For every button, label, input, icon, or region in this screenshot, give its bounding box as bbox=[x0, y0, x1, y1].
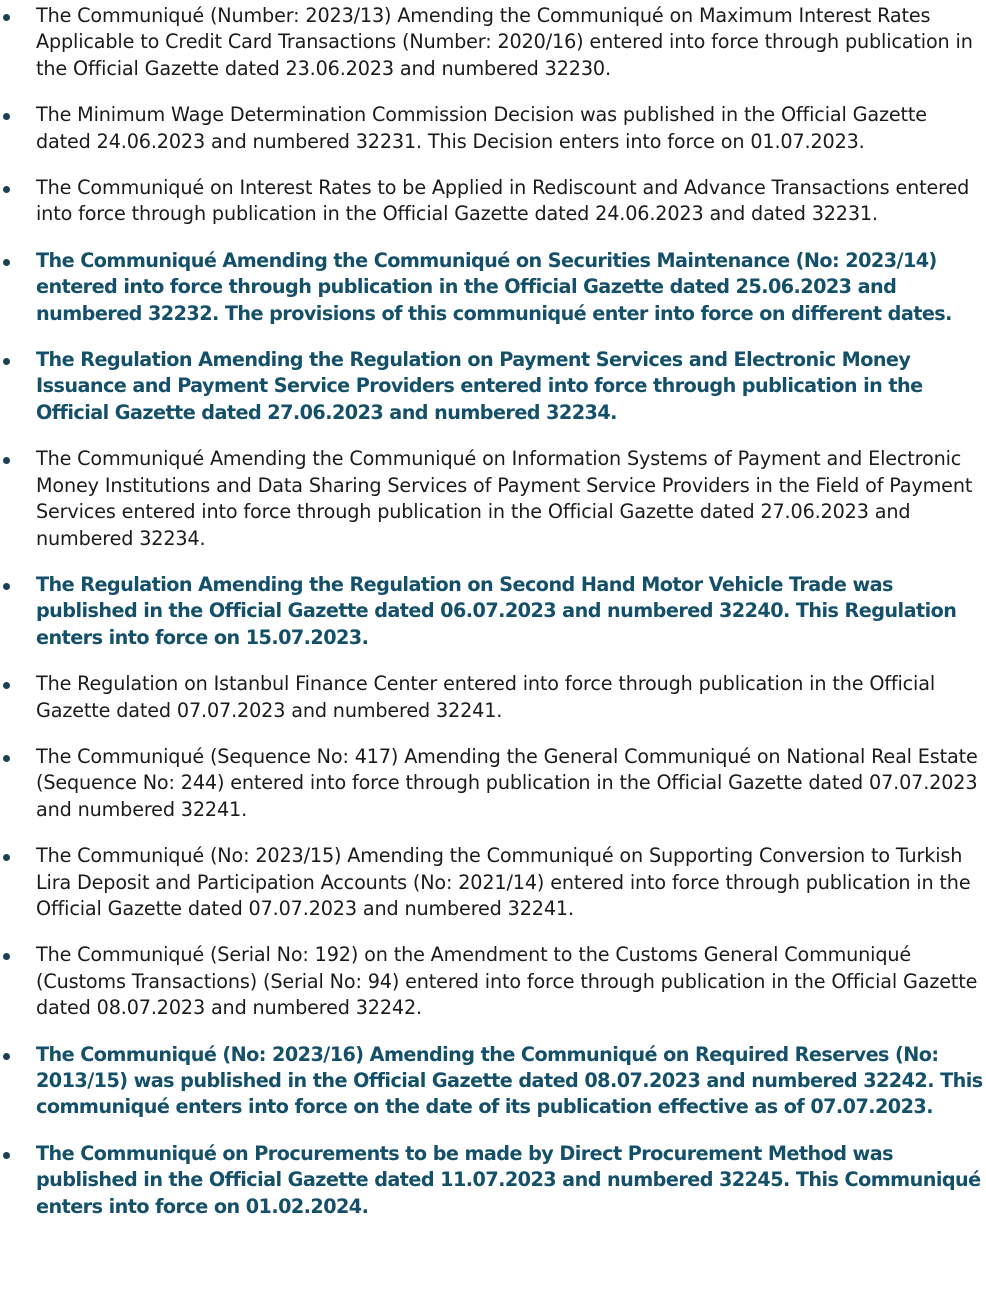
list-item bbox=[0, 248, 986, 327]
bullet-icon bbox=[3, 755, 10, 762]
bullet-icon bbox=[3, 1053, 10, 1060]
list-item-text: The Communiqué (No: 2023/15) Amending the Communiqué on Supporting Conversion to Turkish Lira Deposit and Participation Accounts (No: 2021/14) entered into force through publication in the Official Gazette dated 07.07.2023 and numbered 32241. bbox=[36, 844, 971, 920]
list-item-text: The Communiqué (Number: 2023/13) Amending the Communiqué on Maximum Interest Rates Applicable to Credit Card Transactions (Number: 2020/16) entered into force through publication in the Official Gazette dated 23.06.2023 and numbered 32230. bbox=[36, 4, 973, 80]
bullet-icon bbox=[3, 1152, 10, 1159]
list-item bbox=[0, 843, 986, 922]
bullet-icon bbox=[3, 682, 10, 689]
list-item bbox=[0, 671, 986, 724]
list-item bbox=[0, 1042, 986, 1121]
bullet-icon bbox=[3, 186, 10, 193]
list-item bbox=[0, 446, 986, 552]
list-item-text: The Communiqué (No: 2023/16) Amending the Communiqué on Required Reserves (No: 2013/15) was published in the Official Gazette dated 08.07.2023 and numbered 32242. This communiqué enters into force on the date of its publication effective as of 07.07.2023. bbox=[36, 1042, 983, 1119]
bullet-icon bbox=[3, 358, 10, 365]
list-item-text: The Minimum Wage Determination Commission Decision was published in the Official Gazette dated 24.06.2023 and numbered 32231. This Decision enters into force on 01.07.2023. bbox=[36, 103, 927, 153]
bullet-icon bbox=[3, 854, 10, 861]
list-item-text: The Regulation Amending the Regulation on Second Hand Motor Vehicle Trade was published in the Official Gazette dated 06.07.2023 and numbered 32240. This Regulation enters into force on 15.07.2023. bbox=[36, 572, 957, 649]
list-item bbox=[0, 3, 986, 82]
list-item-text: The Communiqué Amending the Communiqué on Securities Maintenance (No: 2023/14) entered into force through publication in the Official Gazette dated 25.06.2023 and numbered 32232. The provisions of this communiqué enter into force on different dates. bbox=[36, 248, 952, 325]
list-item bbox=[0, 942, 986, 1021]
list-item bbox=[0, 102, 986, 155]
list-item bbox=[0, 175, 986, 228]
bullet-icon bbox=[3, 583, 10, 590]
bullet-icon bbox=[3, 953, 10, 960]
list-item bbox=[0, 1141, 986, 1220]
list-item bbox=[0, 572, 986, 651]
list-item-text: The Communiqué on Interest Rates to be Applied in Rediscount and Advance Transactions entered into force through publication in the Official Gazette dated 24.06.2023 and dated 32231. bbox=[36, 176, 970, 226]
list-item-text: The Communiqué (Serial No: 192) on the Amendment to the Customs General Communiqué (Customs Transactions) (Serial No: 94) entered into force through publication in the Official Gazette dated 08.07.2023 and numbered 32242. bbox=[36, 943, 978, 1020]
list-item-text: The Communiqué (Sequence No: 417) Amending the General Communiqué on National Real Estate (Sequence No: 244) entered into force through publication in the Official Gazette dated 07.07.2023 and numbered 32241. bbox=[36, 744, 978, 821]
list-item-text: The Communiqué Amending the Communiqué on Information Systems of Payment and Electronic Money Institutions and Data Sharing Services of Payment Service Providers in the Field of Payment Services entered into force through publication in the Official Gazette dated 27.06.2023 and numbered 32234. bbox=[36, 447, 973, 550]
legislation-list bbox=[0, 3, 986, 1240]
list-item-text: The Regulation Amending the Regulation on Payment Services and Electronic Money Issuance and Payment Service Providers entered into force through publication in the Official Gazette dated 27.06.2023 and numbered 32234. bbox=[36, 348, 923, 424]
bullet-icon bbox=[3, 259, 10, 266]
bullet-icon bbox=[3, 457, 10, 464]
list-item bbox=[0, 744, 986, 823]
bullet-icon bbox=[3, 113, 10, 120]
list-item-text: The Regulation on Istanbul Finance Center entered into force through publication in the Official Gazette dated 07.07.2023 and numbered 32241. bbox=[36, 672, 936, 722]
list-item-text: The Communiqué on Procurements to be made by Direct Procurement Method was published in the Official Gazette dated 11.07.2023 and numbered 32245. This Communiqué enters into force on 01.02.2024. bbox=[36, 1141, 981, 1218]
list-item bbox=[0, 347, 986, 426]
bullet-icon bbox=[3, 14, 10, 21]
